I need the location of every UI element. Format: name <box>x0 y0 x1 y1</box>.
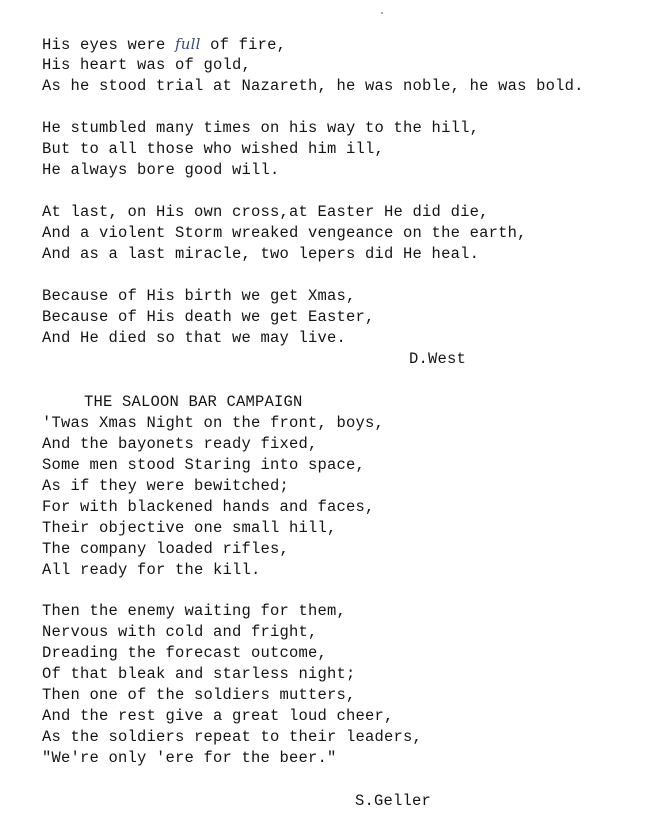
poem2-line-2: And the bayonets ready fixed, <box>42 435 318 453</box>
poem2-line-13: Then one of the soldiers mutters, <box>42 686 356 704</box>
poem2-line-9: Then the enemy waiting for them, <box>42 602 347 620</box>
poem1-line-5: But to all those who wished him ill, <box>42 140 385 158</box>
poem2-line-1: 'Twas Xmas Night on the front, boys, <box>42 414 385 432</box>
poem1-line-7: At last, on His own cross,at Easter He did die, <box>42 203 489 221</box>
poem1-line-8: And a violent Storm wreaked vengeance on the earth, <box>42 224 527 242</box>
poem2-line-3: Some men stood Staring into space, <box>42 456 366 474</box>
poem2-title: THE SALOON BAR CAMPAIGN <box>84 393 303 411</box>
poem1-line-12: And He died so that we may live. <box>42 329 347 347</box>
poem1-line-4: He stumbled many times on his way to the hill, <box>42 119 480 137</box>
poem2-line-10: Nervous with cold and fright, <box>42 623 318 641</box>
poem2-author: S.Geller <box>355 792 432 810</box>
poem1-line-1-end: of fire, <box>200 36 287 54</box>
poem1-line-9: And as a last miracle, two lepers did He heal. <box>42 245 480 263</box>
poem1-line-11: Because of His death we get Easter, <box>42 308 375 326</box>
handwritten-correction: full <box>175 35 201 53</box>
poem2-line-6: Their objective one small hill, <box>42 519 337 537</box>
poem1-line-1-start: His eyes were <box>42 36 176 54</box>
paper-speck <box>381 12 383 14</box>
poem1-line-6: He always bore good will. <box>42 161 280 179</box>
poem2-line-12: Of that bleak and starless night; <box>42 665 356 683</box>
poem2-line-4: As if they were bewitched; <box>42 477 290 495</box>
poem1-line-1 <box>42 34 286 55</box>
poem2-line-11: Dreading the forecast outcome, <box>42 644 328 662</box>
poem2-line-14: And the rest give a great loud cheer, <box>42 707 394 725</box>
poem1-line-10: Because of His birth we get Xmas, <box>42 287 356 305</box>
poem1-line-3: As he stood trial at Nazareth, he was noble, he was bold. <box>42 77 584 95</box>
poem2-line-8: All ready for the kill. <box>42 561 261 579</box>
poem2-line-15: As the soldiers repeat to their leaders, <box>42 728 423 746</box>
poem1-line-2: His heart was of gold, <box>42 56 252 74</box>
poem2-line-16: "We're only 'ere for the beer." <box>42 749 337 767</box>
poem1-author: D.West <box>409 350 467 368</box>
poem2-line-5: For with blackened hands and faces, <box>42 498 375 516</box>
poem2-line-7: The company loaded rifles, <box>42 540 290 558</box>
